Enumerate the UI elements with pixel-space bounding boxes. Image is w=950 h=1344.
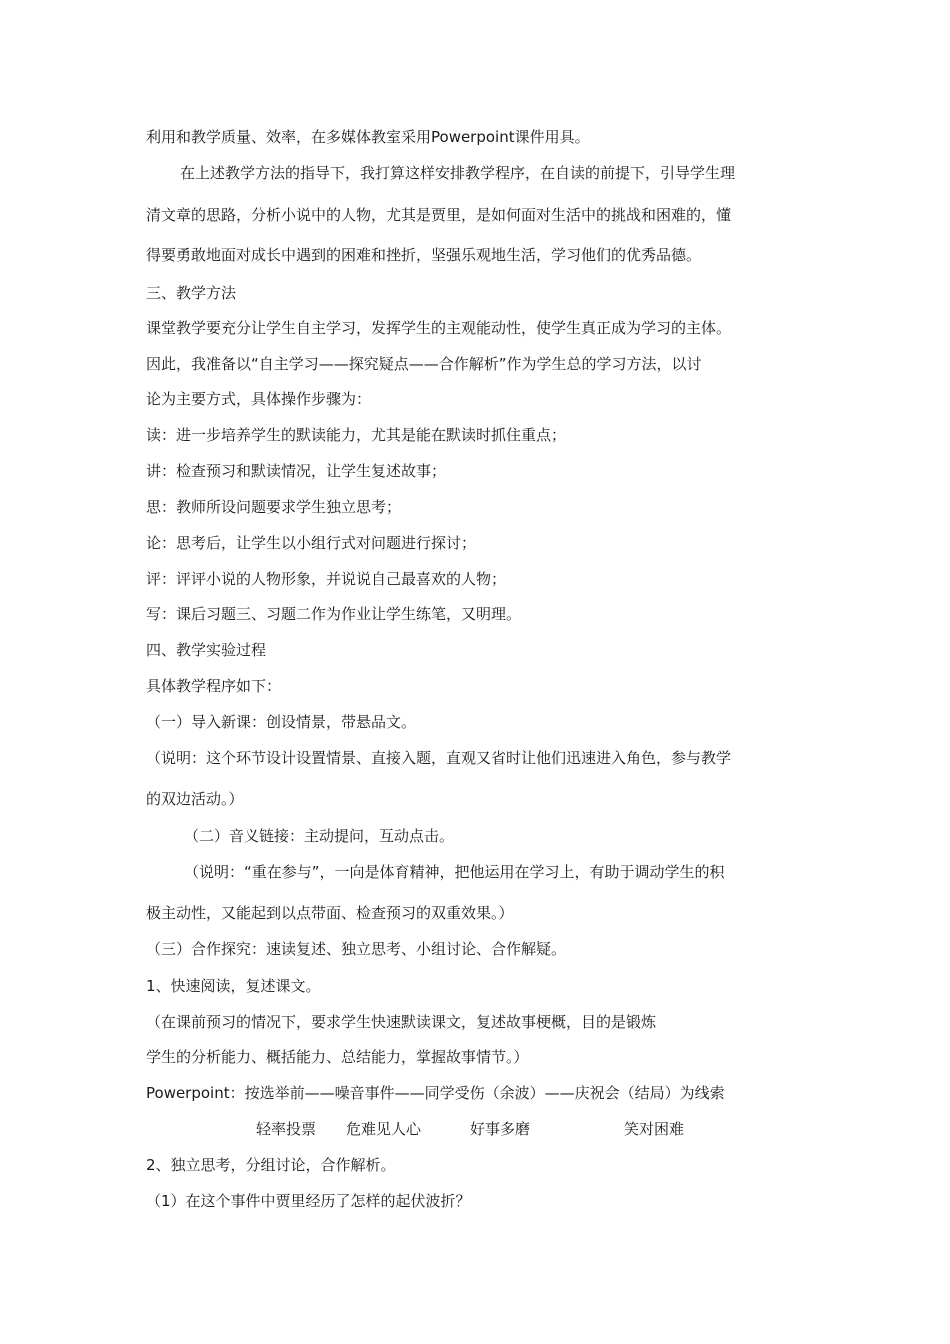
paragraph-line: 的双边活动。）: [146, 790, 244, 808]
paragraph-line: （三）合作探究：速读复述、独立思考、小组讨论、合作解疑。: [146, 940, 567, 958]
paragraph-line: 论为主要方式，具体操作步骤为：: [146, 390, 372, 408]
plot-phrase: 轻率投票: [256, 1120, 317, 1138]
list-item: 讲：检查预习和默读情况，让学生复述故事；: [146, 462, 447, 480]
list-item: 读：进一步培养学生的默读能力，尤其是能在默读时抓住重点；: [146, 426, 567, 444]
paragraph-line: 学生的分析能力、概括能力、总结能力，掌握故事情节。）: [146, 1048, 529, 1066]
plot-phrase: 好事多磨: [470, 1120, 531, 1138]
paragraph-line: 清文章的思路，分析小说中的人物，尤其是贾里，是如何面对生活中的挑战和困难的，懂: [146, 206, 732, 224]
list-item: 论：思考后，让学生以小组行式对问题进行探讨；: [146, 534, 477, 552]
plot-phrase-row: [146, 1119, 816, 1139]
paragraph-line: 具体教学程序如下：: [146, 677, 282, 695]
section-heading: 四、教学实验过程: [146, 641, 267, 659]
paragraph-line: （一）导入新课：创设情景，带悬品文。: [146, 713, 417, 731]
paragraph-line: （在课前预习的情况下，要求学生快速默读课文，复述故事梗概，目的是锻炼: [146, 1013, 657, 1031]
paragraph-line: 极主动性，又能起到以点带面、检查预习的双重效果。）: [146, 904, 514, 922]
paragraph-line: （说明：这个环节设计设置情景、直接入题，直观又省时让他们迅速进入角色，参与教学: [146, 749, 732, 767]
paragraph-line: 课堂教学要充分让学生自主学习，发挥学生的主观能动性，使学生真正成为学习的主体。: [146, 319, 732, 337]
paragraph-line: （二）音义链接：主动提问，互动点击。: [184, 827, 455, 845]
paragraph-line: Powerpoint：按选举前——噪音事件——同学受伤（余波）——庆祝会（结局）为线索: [146, 1084, 725, 1102]
paragraph-line: （说明：“重在参与”，一向是体育精神，把他运用在学习上，有助于调动学生的积: [184, 863, 725, 881]
paragraph-line: 在上述教学方法的指导下，我打算这样安排教学程序，在自读的前提下，引导学生理: [180, 164, 736, 182]
plot-phrase: 笑对困难: [624, 1120, 685, 1138]
list-item: 思：教师所设问题要求学生独立思考；: [146, 498, 402, 516]
paragraph-line: 1、快速阅读，复述课文。: [146, 977, 321, 995]
list-item: 评：评评小说的人物形象，并说说自己最喜欢的人物；: [146, 570, 507, 588]
list-item: 写：课后习题三、习题二作为作业让学生练笔，又明理。: [146, 605, 522, 623]
paragraph-line: 2、独立思考，分组讨论，合作解析。: [146, 1156, 396, 1174]
paragraph-line: （1）在这个事件中贾里经历了怎样的起伏波折？: [146, 1192, 471, 1210]
paragraph-line: 得要勇敢地面对成长中遇到的困难和挫折，坚强乐观地生活，学习他们的优秀品德。: [146, 246, 702, 264]
plot-phrase: 危难见人心: [346, 1120, 422, 1138]
paragraph-line: 利用和教学质量、效率，在多媒体教室采用Powerpoint课件用具。: [146, 128, 590, 146]
section-heading: 三、教学方法: [146, 284, 237, 302]
paragraph-line: 因此，我准备以“自主学习——探究疑点——合作解析”作为学生总的学习方法，以讨: [146, 355, 702, 373]
